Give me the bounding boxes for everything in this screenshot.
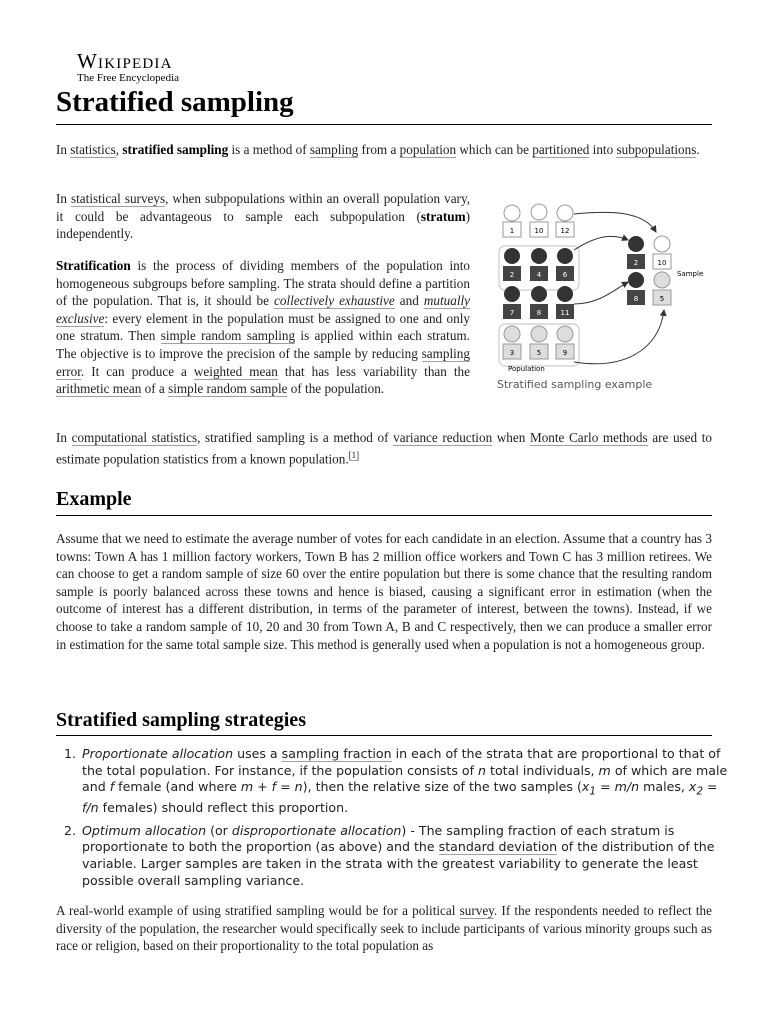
link-statistical-surveys[interactable]: statistical surveys: [71, 191, 166, 206]
logo-tagline: The Free Encyclopedia: [77, 72, 180, 84]
example-divider: [56, 515, 712, 516]
row-dark-1: [503, 248, 574, 281]
reference-1[interactable]: [1]: [348, 449, 360, 460]
real-world-paragraph: A real-world example of using stratified sampling would be for a political survey. If the respondents needed to reflect the diversity of the population, the researcher would specifically seek to include participants of various minority groups such as race or religion, based on their proportionality to the total population as: [56, 903, 712, 954]
link-monte-carlo-methods[interactable]: Monte Carlo methods: [529, 430, 648, 445]
link-computational-statistics[interactable]: computational statistics: [71, 430, 198, 445]
link-partitioned[interactable]: partitioned: [532, 142, 590, 157]
row-dark-2: [503, 286, 574, 319]
strategies-list: [56, 746, 736, 895]
sample-group: [627, 236, 671, 305]
svg-text:6: 6: [562, 271, 568, 279]
link-sampling-error[interactable]: sampling error: [56, 345, 470, 379]
svg-text:2: 2: [509, 271, 515, 279]
link-subpopulations[interactable]: subpopulations: [616, 142, 697, 157]
sample-label: Sample: [677, 270, 704, 278]
example-paragraph: Assume that we need to estimate the average number of votes for each candidate in an election. Assume that a country has 3 towns: Town A has 1 million factory workers, Town B has 2 million office workers and Town C has 3 million retirees. We can choose to get a random sample of size 60 over the entire population but there is some chance that the resulting random sample is poorly balanced across these towns and hence is biased, causing a significant error in estimation (when the outcome of interest has a different distribution, in terms of the parameter of interest, between the towns). Instead, if we choose to take a random sample of 10, 20 and 30 from Town A, B and C respectively, then we can produce a smaller error in estimation for the same total sample size. This method is generally used when a population is not a homogeneous group.: [56, 531, 712, 652]
link-arithmetic-mean[interactable]: arithmetic mean: [56, 381, 142, 397]
link-variance-reduction[interactable]: variance reduction: [393, 430, 493, 445]
svg-text:5: 5: [536, 349, 542, 357]
row-light-top: [503, 204, 574, 237]
svg-text:10: 10: [657, 259, 667, 267]
section-heading-strategies: Stratified sampling strategies: [56, 709, 306, 731]
svg-text:7: 7: [509, 309, 515, 317]
population-label: Population: [508, 365, 545, 373]
section-heading-example: Example: [56, 488, 132, 510]
stratified-sampling-figure[interactable]: [494, 200, 714, 396]
logo-wordmark: Wikipedia: [77, 49, 173, 73]
svg-text:10: 10: [534, 227, 544, 235]
list-item: 2. Optimum allocation (or disproportionate allocation) - The sampling fraction of each stratum is proportionate to both the proportion (as above) and the standard deviation of the distribution of the variable. Larger samples are taken in the strata with the greatest variability to generate the least possible overall sampling variance.: [80, 823, 736, 889]
link-sampling-fraction[interactable]: sampling fraction: [281, 746, 392, 761]
intro-paragraph: In statistics, stratified sampling is a method of sampling from a population which can be partitioned into subpopulations.: [56, 142, 700, 157]
svg-text:8: 8: [536, 309, 542, 317]
title-divider: [56, 124, 712, 125]
stratification-paragraph: Stratification is the process of dividing members of the population into homogeneous subgroups before sampling. The strata should define a partition of the population. That is, it should be collectively exhaustive and mutually exclusive: every element in the population must be assigned to one and only one stratum. Then simple random sampling is applied within each stratum. The objective is to improve the precision of the sample by reducing sampling error. It can produce a weighted mean that has less variability than the arithmetic mean of a simple random sample of the population.: [56, 258, 470, 397]
list-item: 1. Proportionate allocation uses a sampling fraction in each of the strata that are proportional to that of the total population. For instance, if the population consists of n total individuals, m of which are male and f female (and where m + f = n), then the relative size of the two samples ($x_1 = m/n$ males, $x_2 = f/n$ females) should reflect this proportion.: [80, 746, 736, 817]
svg-text:1: 1: [509, 227, 515, 235]
link-survey[interactable]: survey: [459, 903, 494, 918]
wikipedia-logo[interactable]: [77, 50, 179, 85]
link-sampling[interactable]: sampling: [309, 142, 359, 157]
page-title: Stratified sampling: [56, 86, 294, 118]
svg-text:3: 3: [509, 349, 515, 357]
link-statistics[interactable]: statistics: [70, 142, 116, 157]
link-mutually-exclusive[interactable]: mutually exclusive: [56, 293, 470, 326]
svg-text:2: 2: [633, 259, 639, 267]
svg-text:9: 9: [562, 349, 568, 357]
link-standard-deviation[interactable]: standard deviation: [438, 839, 558, 855]
row-grey-bottom: [503, 326, 574, 359]
computational-paragraph: In computational statistics, stratified sampling is a method of variance reduction when Monte Carlo methods are used to estimate population statistics from a known population.[1]: [56, 430, 712, 466]
svg-text:8: 8: [633, 295, 639, 303]
svg-text:5: 5: [659, 295, 665, 303]
link-weighted-mean[interactable]: weighted mean: [193, 363, 278, 379]
svg-text:11: 11: [560, 309, 570, 317]
strategies-divider: [56, 735, 712, 736]
link-simple-random-sampling[interactable]: simple random sampling: [160, 328, 296, 344]
svg-text:12: 12: [560, 227, 570, 235]
svg-text:4: 4: [536, 271, 542, 279]
link-collectively-exhaustive[interactable]: collectively exhaustive: [274, 293, 395, 309]
link-simple-random-sample[interactable]: simple random sample: [168, 381, 288, 397]
surveys-paragraph: In statistical surveys, when subpopulations within an overall population vary, it could be advantageous to sample each subpopulation (stratum) independently.: [56, 191, 470, 242]
link-population[interactable]: population: [399, 142, 457, 157]
figure-caption: Stratified sampling example: [497, 378, 653, 391]
stratified-sampling-diagram: [494, 200, 714, 378]
